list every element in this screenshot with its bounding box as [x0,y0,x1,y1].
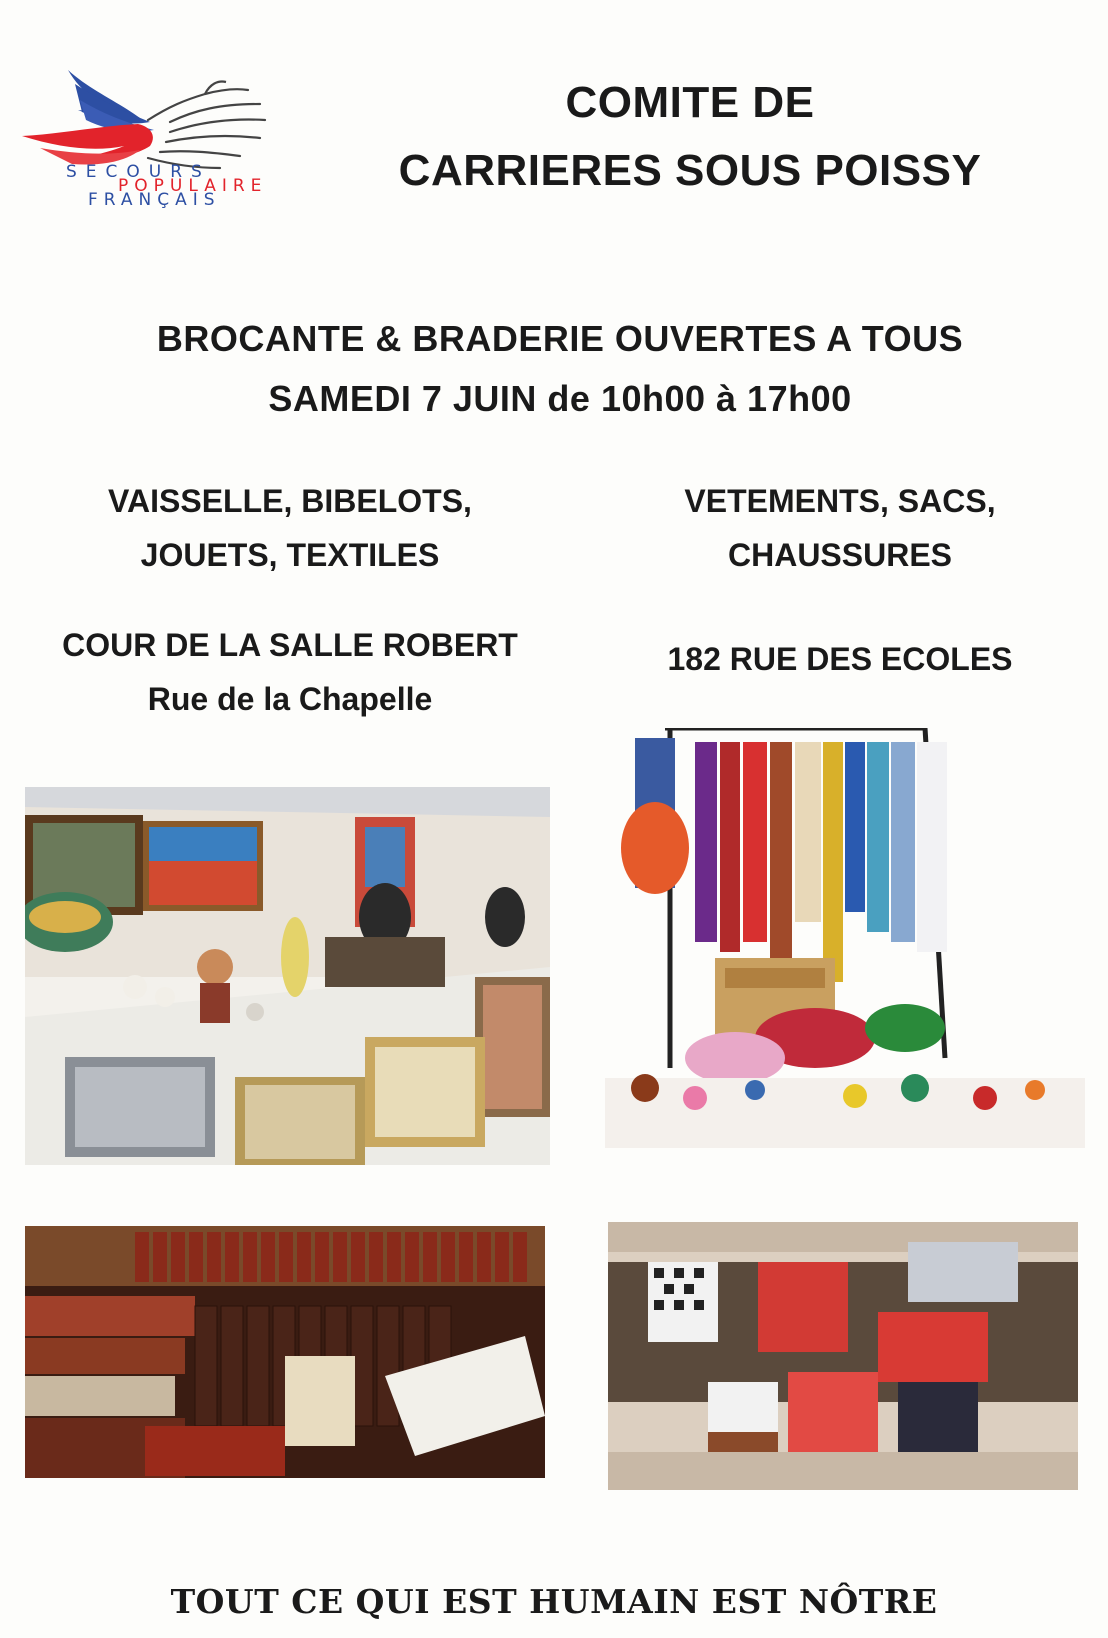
location-right-line-1: 182 RUE DES ECOLES [667,641,1013,677]
logo-word-secours: SECOURS [66,162,211,182]
items-right-line-1: VETEMENTS, SACS, [684,483,996,519]
items-left-line-1: VAISSELLE, BIBELOTS, [108,483,472,519]
event-title: BROCANTE & BRADERIE OUVERTES A TOUS [156,318,964,359]
clothes-rack-photo [585,728,1095,1188]
items-right [590,474,1090,582]
title-line-2: CARRIERES SOUS POISSY [398,146,982,195]
logo-word-populaire: POPULAIRE [118,176,268,196]
location-right [590,632,1090,686]
logo-word-francais: FRANÇAIS [88,190,221,210]
location-left [30,618,550,726]
event-date: SAMEDI 7 JUIN de 10h00 à 17h00 [268,378,852,419]
clothing-shop-photo [608,1222,1078,1490]
title-line-1: COMITE DE [565,78,815,127]
brocante-stall-photo [25,787,550,1165]
old-books-photo [25,1226,545,1478]
location-left-line-2: Rue de la Chapelle [147,681,433,717]
secours-populaire-logo [20,60,290,230]
items-left-line-2: JOUETS, TEXTILES [140,537,440,573]
location-left-line-1: COUR DE LA SALLE ROBERT [62,627,518,663]
items-right-line-2: CHAUSSURES [727,537,953,573]
motto: TOUT CE QUI EST HUMAIN EST NÔTRE [170,1582,938,1621]
items-left [40,474,540,582]
